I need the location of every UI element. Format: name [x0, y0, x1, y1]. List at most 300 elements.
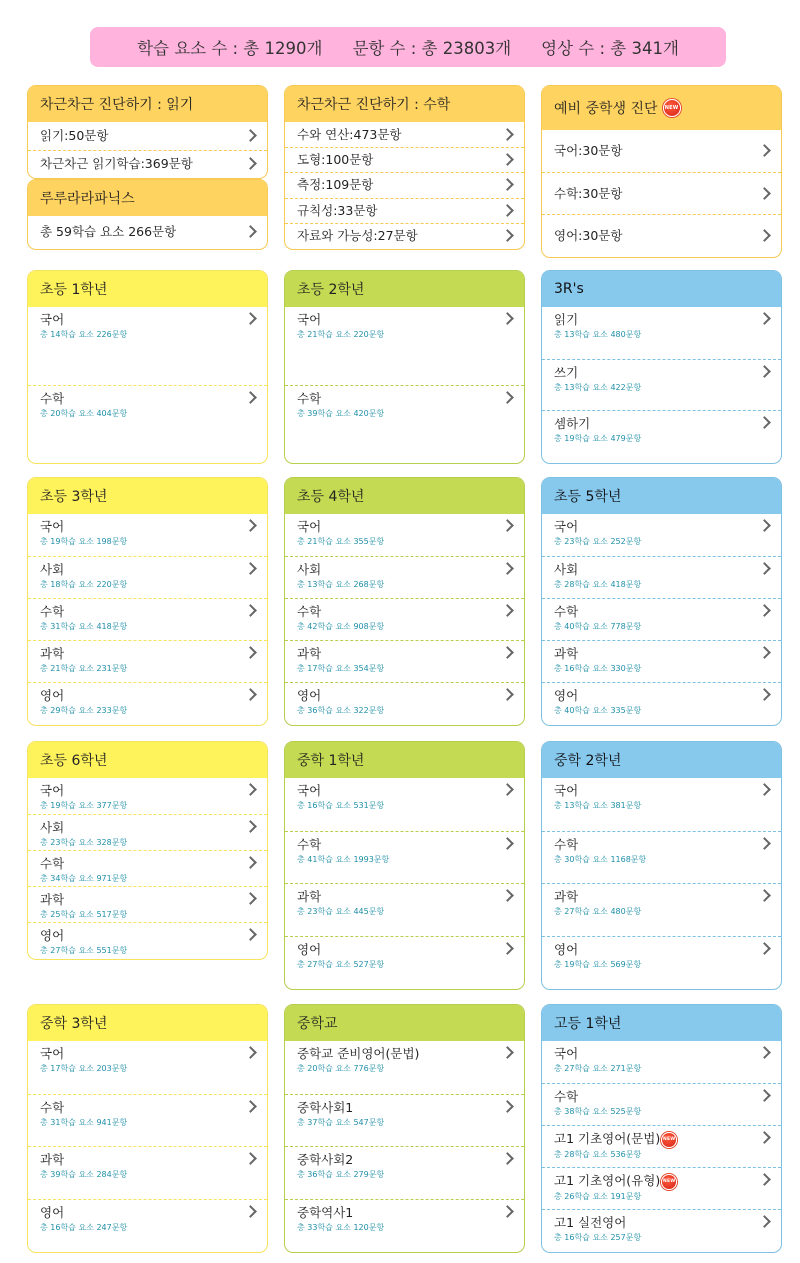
item-label-text: 수학 — [40, 1099, 65, 1115]
chevron-right-icon[interactable] — [501, 889, 514, 902]
card-premiddle — [541, 85, 782, 258]
item-label — [297, 1205, 496, 1221]
item-stats: 총 33학습 요소 120문항 — [297, 1222, 385, 1232]
chevron-right-icon[interactable] — [501, 783, 514, 796]
item-label-text: 수학 — [554, 836, 579, 852]
chevron-right-icon[interactable] — [758, 646, 771, 659]
chevron-right-icon[interactable] — [501, 391, 514, 404]
list-item[interactable] — [285, 307, 524, 385]
item-label-text: 과학 — [297, 889, 322, 904]
list-item[interactable] — [28, 778, 267, 814]
card-m2 — [541, 741, 782, 990]
item-stats: 총 31학습 요소 941문항 — [40, 1117, 128, 1127]
chevron-right-icon[interactable] — [244, 856, 257, 869]
item-label — [40, 1100, 239, 1116]
item-label — [554, 186, 622, 202]
chevron-right-icon[interactable] — [244, 225, 257, 238]
chevron-right-icon[interactable] — [244, 783, 257, 796]
item-label — [40, 1152, 239, 1168]
card-math-diag — [284, 85, 525, 250]
item-label — [554, 783, 753, 799]
list-item[interactable] — [542, 883, 781, 936]
item-label — [40, 892, 239, 908]
list-item[interactable] — [542, 130, 781, 172]
item-stats: 총 13학습 요소 480문항 — [554, 330, 642, 339]
item-label — [297, 783, 496, 799]
item-label — [297, 1046, 496, 1062]
chevron-right-icon[interactable] — [758, 229, 771, 242]
item-stats: 총 27학습 요소 527문항 — [297, 959, 385, 969]
list-item[interactable] — [28, 1146, 267, 1199]
chevron-right-icon[interactable] — [244, 562, 257, 575]
chevron-right-icon[interactable] — [244, 157, 257, 170]
item-label-text: 국어 — [297, 312, 322, 327]
item-label-text: 영어 — [554, 941, 579, 957]
list-item[interactable] — [285, 223, 524, 248]
item-label — [40, 312, 239, 328]
item-label — [40, 156, 193, 172]
item-label-text: 과학 — [40, 646, 65, 661]
item-label — [297, 604, 496, 620]
list-item[interactable] — [28, 307, 267, 385]
item-stats: 총 21학습 요소 231문항 — [40, 664, 128, 673]
item-label-text: 과학 — [40, 1152, 65, 1167]
list-item[interactable] — [542, 359, 781, 411]
chevron-right-icon[interactable] — [244, 604, 257, 617]
item-stats: 총 19학습 요소 198문항 — [40, 537, 128, 546]
chevron-right-icon[interactable] — [501, 519, 514, 532]
card-title[interactable] — [542, 742, 781, 778]
item-label — [554, 143, 622, 159]
item-label-text: 수학 — [40, 390, 65, 406]
chevron-right-icon[interactable] — [244, 312, 257, 325]
card-title-text: 초등 1학년 — [40, 282, 108, 298]
item-stats: 총 16학습 요소 330문항 — [554, 664, 642, 673]
list-item[interactable] — [28, 850, 267, 886]
card-title[interactable] — [285, 478, 524, 514]
chevron-right-icon[interactable] — [758, 1215, 771, 1228]
chevron-right-icon[interactable] — [501, 562, 514, 575]
item-label — [40, 1205, 239, 1221]
item-stats: 총 13학습 요소 268문항 — [297, 580, 385, 589]
item-label-text: 국어:30문항 — [554, 143, 623, 158]
item-stats: 총 23학습 요소 445문항 — [297, 907, 385, 916]
list-item[interactable] — [285, 682, 524, 724]
item-stats: 총 39학습 요소 284문항 — [40, 1170, 128, 1179]
item-label-text: 수학:30문항 — [554, 185, 623, 201]
item-label — [554, 646, 753, 662]
item-label-text: 영어 — [40, 688, 65, 703]
item-stats: 총 16학습 요소 257문항 — [554, 1233, 642, 1242]
item-label-text: 수학 — [297, 604, 322, 619]
item-stats: 총 21학습 요소 355문항 — [297, 537, 385, 546]
card-title-text: 고등 1학년 — [554, 1016, 622, 1032]
item-stats: 총 42학습 요소 908문항 — [297, 622, 385, 631]
chevron-right-icon[interactable] — [501, 942, 514, 955]
card-title-text: 초등 3학년 — [40, 489, 108, 505]
item-stats: 총 29학습 요소 233문항 — [40, 706, 128, 715]
list-item[interactable] — [28, 682, 267, 724]
list-item[interactable] — [28, 814, 267, 850]
card-e4 — [284, 477, 525, 726]
list-item[interactable] — [28, 122, 267, 150]
item-label-text: 수학 — [40, 856, 65, 871]
item-label — [297, 127, 402, 143]
item-label-text: 과학 — [40, 892, 65, 907]
item-label — [40, 820, 239, 836]
chevron-right-icon[interactable] — [501, 204, 514, 217]
list-item[interactable] — [28, 640, 267, 682]
chevron-right-icon[interactable] — [501, 179, 514, 192]
item-label — [40, 1046, 239, 1062]
item-label-text: 중학사회1 — [297, 1099, 354, 1115]
card-title-text: 예비 중학생 진단 — [554, 101, 658, 117]
chevron-right-icon[interactable] — [501, 1046, 514, 1059]
chevron-right-icon[interactable] — [758, 187, 771, 200]
chevron-right-icon[interactable] — [244, 1046, 257, 1059]
list-item[interactable] — [28, 1041, 267, 1094]
card-title[interactable] — [28, 1005, 267, 1041]
chevron-right-icon[interactable] — [501, 128, 514, 141]
chevron-right-icon[interactable] — [758, 604, 771, 617]
item-label-text: 측정:109문항 — [297, 177, 374, 193]
chevron-right-icon[interactable] — [244, 646, 257, 659]
list-item[interactable] — [285, 883, 524, 936]
item-label — [297, 889, 496, 905]
total-elements-count: 학습 요소 수 : 총 1290개 — [137, 39, 323, 58]
item-label — [554, 1131, 753, 1148]
list-item[interactable] — [542, 1209, 781, 1251]
list-item[interactable] — [542, 1125, 781, 1167]
list-item[interactable] — [28, 556, 267, 598]
chevron-right-icon[interactable] — [501, 229, 514, 242]
item-stats: 총 13학습 요소 422문항 — [554, 382, 642, 392]
card-title[interactable] — [542, 86, 781, 130]
chevron-right-icon[interactable] — [758, 312, 771, 325]
list-item[interactable] — [285, 1041, 524, 1094]
item-label — [297, 391, 496, 407]
chevron-right-icon[interactable] — [758, 562, 771, 575]
card-title-text: 루루라라파닉스 — [40, 191, 135, 207]
item-label-text: 수학 — [40, 604, 65, 619]
card-title[interactable] — [28, 271, 267, 307]
list-item[interactable] — [28, 385, 267, 463]
item-label — [554, 889, 753, 905]
card-title[interactable] — [542, 1005, 781, 1041]
list-item[interactable] — [542, 1083, 781, 1125]
item-label — [40, 604, 239, 620]
item-label — [554, 1089, 753, 1105]
item-stats: 총 20학습 요소 404문항 — [40, 408, 128, 418]
item-label-text: 고1 기초영어(유형) — [554, 1173, 661, 1188]
item-stats: 총 26학습 요소 191문항 — [554, 1191, 642, 1201]
item-stats: 총 36학습 요소 279문항 — [297, 1170, 385, 1179]
card-title[interactable] — [28, 478, 267, 514]
item-stats: 총 34학습 요소 971문항 — [40, 874, 128, 883]
card-title[interactable] — [28, 742, 267, 778]
chevron-right-icon[interactable] — [758, 144, 771, 157]
new-badge-icon: NEW — [661, 1132, 677, 1148]
item-label-text: 차근차근 읽기학습:369문항 — [40, 155, 193, 171]
list-item[interactable] — [542, 307, 781, 359]
list-item[interactable] — [285, 831, 524, 884]
item-label — [554, 837, 753, 853]
chevron-right-icon[interactable] — [501, 312, 514, 325]
card-h1 — [541, 1004, 782, 1253]
item-label — [554, 1215, 753, 1231]
list-item[interactable] — [285, 640, 524, 682]
new-badge-icon: NEW — [661, 1174, 677, 1190]
total-questions-count: 문항 수 : 총 23803개 — [352, 39, 512, 58]
list-item[interactable] — [285, 598, 524, 640]
list-item[interactable] — [542, 410, 781, 462]
chevron-right-icon[interactable] — [244, 129, 257, 142]
item-stats: 총 40학습 요소 778문항 — [554, 622, 642, 631]
list-item[interactable] — [28, 922, 267, 958]
chevron-right-icon[interactable] — [758, 1089, 771, 1102]
item-label-text: 과학 — [554, 889, 579, 904]
item-label-text: 영어 — [297, 941, 322, 957]
item-stats: 총 20학습 요소 776문항 — [297, 1064, 385, 1073]
chevron-right-icon[interactable] — [244, 820, 257, 833]
item-label — [297, 1152, 496, 1168]
list-item[interactable] — [542, 831, 781, 884]
chevron-right-icon[interactable] — [501, 1100, 514, 1113]
chevron-right-icon[interactable] — [501, 646, 514, 659]
list-item[interactable] — [28, 150, 267, 178]
chevron-right-icon[interactable] — [244, 892, 257, 905]
list-item[interactable] — [542, 640, 781, 682]
card-title[interactable] — [285, 742, 524, 778]
item-label — [554, 365, 753, 381]
item-stats: 총 17학습 요소 354문항 — [297, 664, 385, 673]
item-label-text: 국어 — [40, 1046, 65, 1061]
chevron-right-icon[interactable] — [758, 783, 771, 796]
card-e2 — [284, 270, 525, 464]
card-title-text: 중학 3학년 — [40, 1016, 108, 1032]
item-label-text: 도형:100문항 — [297, 152, 374, 168]
chevron-right-icon[interactable] — [758, 837, 771, 850]
chevron-right-icon[interactable] — [244, 688, 257, 701]
list-item[interactable] — [542, 556, 781, 598]
item-label — [40, 856, 239, 872]
list-item[interactable] — [28, 1094, 267, 1147]
item-label — [297, 688, 496, 704]
new-badge-icon: NEW — [663, 99, 681, 117]
item-label-text: 수학 — [554, 604, 579, 619]
list-item[interactable] — [542, 936, 781, 989]
list-item[interactable] — [28, 514, 267, 556]
chevron-right-icon[interactable] — [758, 365, 771, 378]
list-item[interactable] — [285, 122, 524, 147]
item-stats: 총 27학습 요소 551문항 — [40, 946, 128, 955]
item-label-text: 총 59학습 요소 266문항 — [40, 224, 177, 239]
chevron-right-icon[interactable] — [244, 1152, 257, 1165]
chevron-right-icon[interactable] — [758, 1173, 771, 1186]
card-middle — [284, 1004, 525, 1253]
item-label-text: 국어 — [40, 312, 65, 327]
chevron-right-icon[interactable] — [758, 889, 771, 902]
chevron-right-icon[interactable] — [244, 391, 257, 404]
list-item[interactable] — [285, 1146, 524, 1199]
item-label-text: 국어 — [297, 783, 322, 798]
list-item[interactable] — [542, 214, 781, 256]
summary-banner — [90, 27, 726, 67]
item-label — [297, 519, 496, 535]
item-stats: 총 14학습 요소 226문항 — [40, 330, 128, 339]
item-label-text: 수와 연산:473문항 — [297, 126, 402, 142]
list-item[interactable] — [285, 514, 524, 556]
chevron-right-icon[interactable] — [758, 416, 771, 429]
item-stats: 총 28학습 요소 536문항 — [554, 1149, 642, 1159]
item-label — [554, 942, 753, 958]
list-item[interactable] — [542, 1167, 781, 1209]
card-title-text: 초등 2학년 — [297, 282, 365, 298]
list-item[interactable] — [542, 1041, 781, 1083]
item-label — [554, 688, 753, 704]
item-stats: 총 27학습 요소 480문항 — [554, 907, 642, 916]
item-stats: 총 16학습 요소 247문항 — [40, 1222, 128, 1232]
list-item[interactable] — [28, 1199, 267, 1252]
item-label — [40, 928, 239, 944]
item-label — [554, 1046, 753, 1062]
item-label — [297, 646, 496, 662]
item-label-text: 국어 — [40, 783, 65, 798]
card-title-text: 차근차근 진단하기 : 읽기 — [40, 97, 194, 113]
chevron-right-icon[interactable] — [758, 1046, 771, 1059]
item-label-text: 영어:30문항 — [554, 227, 623, 243]
chevron-right-icon[interactable] — [758, 688, 771, 701]
card-threer — [541, 270, 782, 464]
card-title-text: 차근차근 진단하기 : 수학 — [297, 97, 451, 113]
card-ruru — [27, 179, 268, 250]
card-e3 — [27, 477, 268, 726]
card-e5 — [541, 477, 782, 726]
card-read-diag — [27, 85, 268, 179]
list-item[interactable] — [285, 778, 524, 831]
item-label — [40, 224, 176, 240]
chevron-right-icon[interactable] — [501, 1205, 514, 1218]
item-label-text: 셈하기 — [554, 416, 591, 432]
card-title-text: 중학교 — [297, 1016, 338, 1032]
card-e6 — [27, 741, 268, 960]
list-item[interactable] — [28, 886, 267, 922]
item-label-text: 사회 — [40, 562, 65, 577]
item-label-text: 국어 — [554, 783, 579, 798]
item-stats: 총 41학습 요소 1993문항 — [297, 854, 390, 864]
list-item[interactable] — [285, 147, 524, 172]
item-label — [554, 1173, 753, 1190]
item-stats: 총 37학습 요소 547문항 — [297, 1117, 385, 1127]
item-stats: 총 39학습 요소 420문항 — [297, 408, 385, 418]
item-label — [297, 837, 496, 853]
item-label — [297, 177, 373, 193]
card-title-text: 초등 5학년 — [554, 489, 622, 505]
chevron-right-icon[interactable] — [758, 519, 771, 532]
chevron-right-icon[interactable] — [758, 942, 771, 955]
item-label — [554, 312, 753, 328]
chevron-right-icon[interactable] — [501, 153, 514, 166]
list-item[interactable] — [542, 172, 781, 214]
item-label — [40, 646, 239, 662]
chevron-right-icon[interactable] — [758, 1131, 771, 1144]
list-item[interactable] — [285, 1199, 524, 1252]
item-label — [297, 1100, 496, 1116]
item-stats: 총 18학습 요소 220문항 — [40, 580, 128, 589]
item-label — [40, 519, 239, 535]
chevron-right-icon[interactable] — [501, 688, 514, 701]
card-title[interactable] — [285, 1005, 524, 1041]
item-stats: 총 23학습 요소 252문항 — [554, 537, 642, 546]
item-label — [40, 783, 239, 799]
item-label — [297, 203, 378, 219]
item-label-text: 고1 기초영어(문법) — [554, 1131, 661, 1146]
item-label — [297, 942, 496, 958]
item-label — [554, 228, 622, 244]
card-title[interactable] — [28, 86, 267, 122]
total-videos-count: 영상 수 : 총 341개 — [541, 39, 679, 58]
chevron-right-icon[interactable] — [501, 1152, 514, 1165]
list-item[interactable] — [542, 778, 781, 831]
list-item[interactable] — [285, 198, 524, 223]
item-label-text: 읽기:50문항 — [40, 127, 109, 143]
card-title[interactable] — [285, 86, 524, 122]
list-item[interactable] — [285, 385, 524, 463]
list-item[interactable] — [285, 556, 524, 598]
card-title[interactable] — [28, 180, 267, 216]
item-stats: 총 25학습 요소 517문항 — [40, 910, 128, 919]
list-item[interactable] — [28, 216, 267, 248]
item-label-text: 과학 — [297, 646, 322, 661]
chevron-right-icon[interactable] — [244, 1100, 257, 1113]
list-item[interactable] — [285, 172, 524, 197]
chevron-right-icon[interactable] — [501, 837, 514, 850]
card-title[interactable] — [542, 271, 781, 307]
card-title-text: 초등 4학년 — [297, 489, 365, 505]
card-e1 — [27, 270, 268, 464]
item-label-text: 과학 — [554, 646, 579, 661]
item-stats: 총 19학습 요소 377문항 — [40, 801, 128, 810]
item-label-text: 영어 — [297, 688, 322, 703]
chevron-right-icon[interactable] — [244, 928, 257, 941]
list-item[interactable] — [28, 598, 267, 640]
item-label — [297, 228, 418, 244]
item-label — [297, 562, 496, 578]
item-stats: 총 30학습 요소 1168문항 — [554, 854, 647, 864]
item-label-text: 쓰기 — [554, 364, 579, 380]
chevron-right-icon[interactable] — [244, 519, 257, 532]
list-item[interactable] — [542, 514, 781, 556]
item-label-text: 국어 — [40, 519, 65, 534]
card-title[interactable] — [285, 271, 524, 307]
list-item[interactable] — [285, 936, 524, 989]
item-label — [40, 391, 239, 407]
item-label — [554, 519, 753, 535]
chevron-right-icon[interactable] — [501, 604, 514, 617]
item-label — [554, 604, 753, 620]
chevron-right-icon[interactable] — [244, 1205, 257, 1218]
item-label-text: 수학 — [297, 390, 322, 406]
item-label — [297, 312, 496, 328]
item-label-text: 읽기 — [554, 312, 579, 327]
item-stats: 총 17학습 요소 203문항 — [40, 1064, 128, 1073]
card-title[interactable] — [542, 478, 781, 514]
item-stats: 총 13학습 요소 381문항 — [554, 801, 642, 810]
list-item[interactable] — [542, 682, 781, 724]
list-item[interactable] — [542, 598, 781, 640]
card-m1 — [284, 741, 525, 990]
list-item[interactable] — [285, 1094, 524, 1147]
